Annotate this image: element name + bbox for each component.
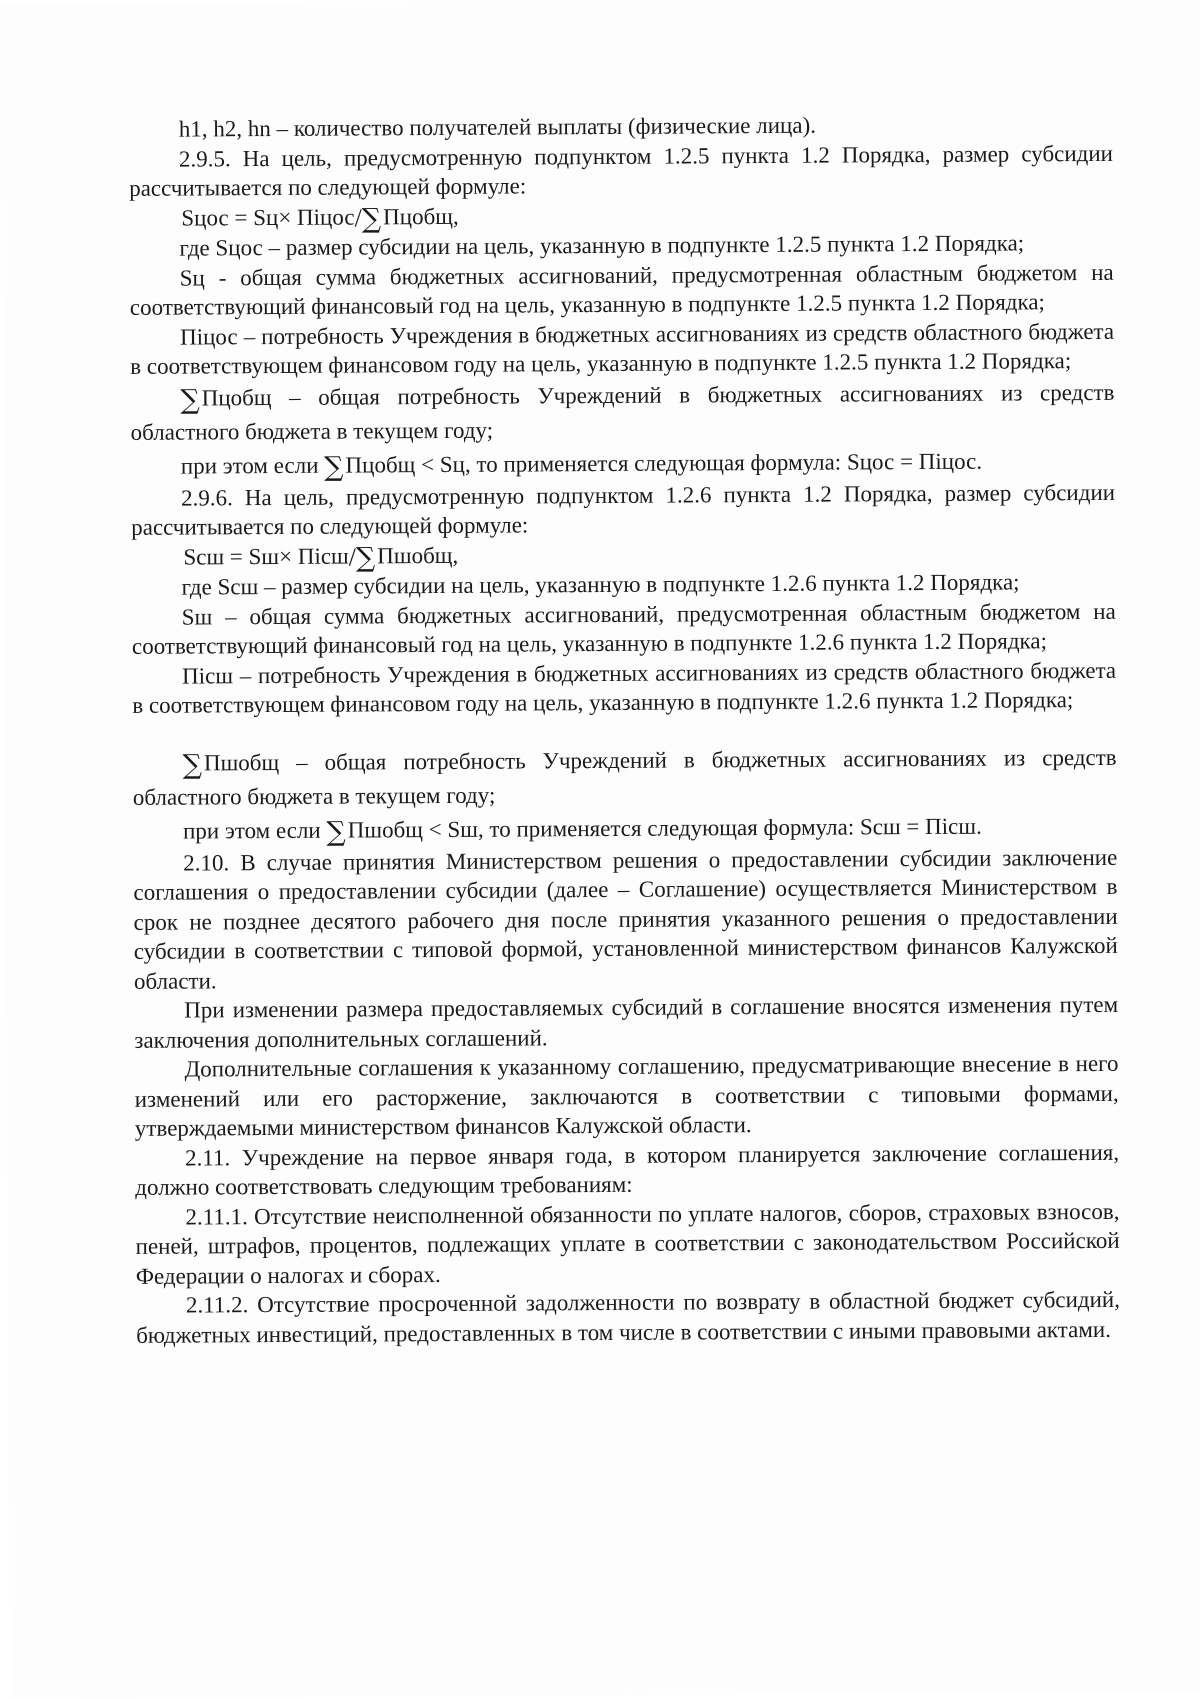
paragraph-2-11-1: 2.11.1. Отсутствие неисполненной обязанности по уплате налогов, сборов, страховых взносов, пеней, штрафов, процентов, подлежащих уплате в соответствии с законодательством Российской Федерации о налогах и сборах. <box>135 1198 1120 1289</box>
paragraph-2-10: 2.10. В случае принятия Министерством решения о предоставлении субсидии заключение соглашения о предоставлении субсидии (далее – Соглашение) осуществляется Министерством в срок не позднее десятого рабочего дня после принятия указанного решения о предоставлении субсидии в соответствии с типовой формой, установленной министерством финансов Калужской области. <box>133 844 1118 994</box>
paragraph-2-11-2: 2.11.2. Отсутствие просроченной задолженности по возврату в областной бюджет субсидий, бюджетных инвестиций, предоставленных в том числе в соответствии с иными правовыми актами. <box>136 1286 1121 1348</box>
sum-icon: ∑ <box>324 451 344 483</box>
paragraph-p-itsos-def: Пiцос – потребность Учреждения в бюджетных ассигнованиях из средств областного бюджета в соответствующем финансовом году на цель, указанную в подпункте 1.2.5 пункта 1.2 Порядка; <box>130 318 1115 379</box>
paragraph-condition-sh <box>133 808 1117 848</box>
sum-icon: ∑ <box>361 202 382 234</box>
paragraph-p-issh-def: Пiсш – потребность Учреждения в бюджетных ассигнованиях из средств областного бюджета в соответствующем финансовом году на цель, указанную в подпункте 1.2.6 пункта 1.2 Порядка; <box>132 657 1117 718</box>
paragraph-2-9-6: 2.9.6. На цель, предусмотренную подпунктом 1.2.6 пункта 1.2 Порядка, размер субсидии рассчитывается по следующей формуле: <box>131 479 1116 540</box>
paragraph-recipients: h1, h2, hn – количество получателей выплаты (физические лица). <box>178 112 817 142</box>
sum-icon: ∑ <box>355 541 376 574</box>
sum-p-shobsch-text: Пшобщ – общая потребность Учреждений в бюджетных ассигнованиях из средств областного бюджета в текущем году; <box>132 744 1117 810</box>
paragraph-additional-agreements: Дополнительные соглашения к указанному соглашению, предусматривающие внесение в него изменений или его расторжение, заключаются в соответствии с типовыми формами, утверждаемыми министерством финансов Калужской области. <box>134 1050 1119 1141</box>
sum-icon: ∑ <box>326 816 346 848</box>
paragraph-s-ssh-def: где Sсш – размер субсидии на цель, указанную в подпункте 1.2.6 пункта 1.2 Порядка; <box>181 569 1020 600</box>
condition-text: Пшобщ < Sш, то применяется следующая формула: Sсш = Пiсш. <box>347 813 982 843</box>
condition-prefix: при этом если <box>180 452 319 479</box>
paragraph-s-tsos-def: где Sцос – размер субсидии на цель, указанную в подпункте 1.2.5 пункта 1.2 Порядка; <box>179 230 1025 261</box>
paragraph-sum-p-tsobsch-def <box>130 375 1114 449</box>
sum-p-tsobsch-text: Пцобщ – общая потребность Учреждений в бюджетных ассигнованиях из средств областного бюджета в текущем году; <box>130 379 1115 445</box>
paragraph-2-9-5: 2.9.5. На цель, предусмотренную подпунктом 1.2.5 пункта 1.2 Порядка, размер субсидии рассчитывается по следующей формуле: <box>129 140 1114 201</box>
paragraph-s-sh-def: Sш – общая сумма бюджетных ассигнований, предусмотренная областным бюджетом на соответствующий финансовый год на цель, указанную в подпункте 1.2.6 пункта 1.2 Порядка; <box>131 598 1116 659</box>
formula-left: Sсш = Sш× Пiсш <box>183 543 349 570</box>
condition-text: Пцобщ < Sц, то применяется следующая формула: Sцос = Пiцос. <box>345 448 983 478</box>
paragraph-sum-p-shobsch-def <box>133 740 1117 814</box>
sum-icon: ∑ <box>182 748 203 781</box>
fraction-slash-icon: / <box>354 202 362 233</box>
sum-icon: ∑ <box>180 383 200 416</box>
formula-left: Sцос = Sц× Пiцос <box>181 204 355 231</box>
fraction-slash-icon: / <box>348 542 357 572</box>
paragraph-2-11: 2.11. Учреждение на первое января года, в котором планируется заключение соглашения, должно соответствовать следующим требованиям: <box>135 1139 1120 1200</box>
formula-right: Пшобщ, <box>377 542 459 568</box>
paragraph-amendments: При изменении размера предоставляемых субсидий в соглашение вносятся изменения путем заключения дополнительных соглашений. <box>134 991 1119 1053</box>
paragraph-condition-ts <box>131 443 1115 483</box>
formula-right: Пцобщ, <box>383 203 459 229</box>
condition-prefix: при этом если <box>182 817 321 844</box>
paragraph-s-ts-def: Sц - общая сумма бюджетных ассигнований, предусмотренная областным бюджетом на соответствующий финансовый год на цель, указанную в подпункте 1.2.5 пункта 1.2 Порядка; <box>129 259 1114 320</box>
